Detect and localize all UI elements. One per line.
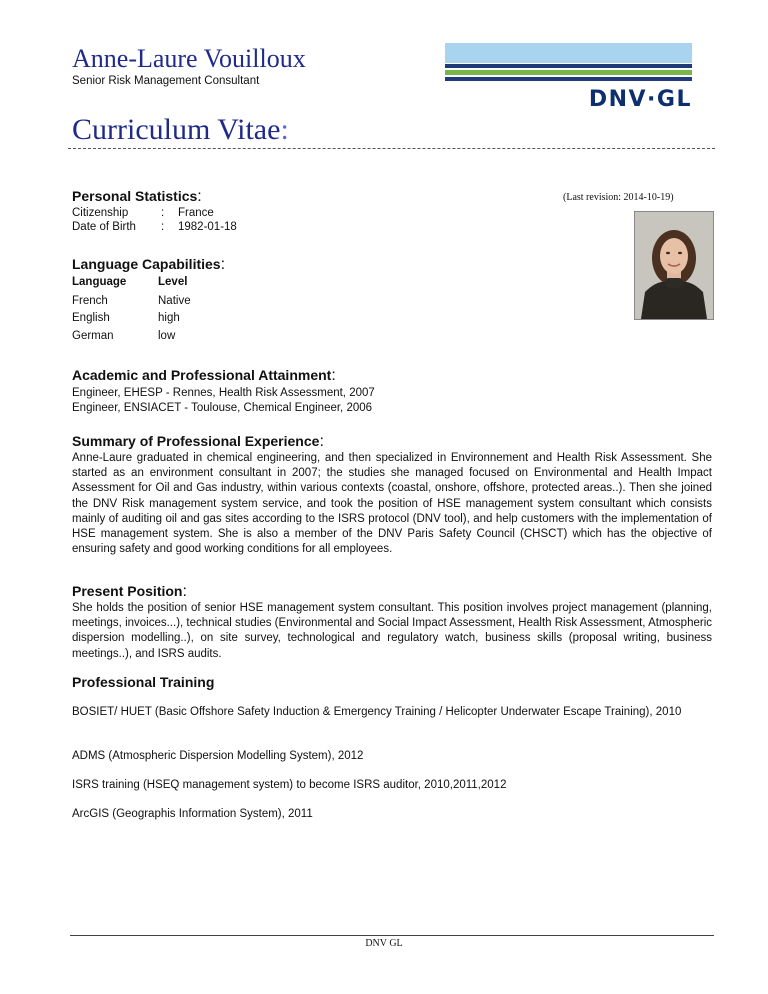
portrait-photo <box>634 211 714 320</box>
dob-label: Date of Birth <box>72 221 136 233</box>
personal-statistics-heading: Personal Statistics: <box>72 188 202 205</box>
training-item: ISRS training (HSEQ management system) to become ISRS auditor, 2010,2011,2012 <box>72 779 507 791</box>
portrait-illustration <box>635 212 713 319</box>
logo-band-navy-bottom <box>445 77 692 81</box>
summary-heading: Summary of Professional Experience: <box>72 433 324 450</box>
present-position-paragraph: She holds the position of senior HSE management system consultant. This position involves project management (planning, meetings, invoices...), technical studies (Environmental and Social Impact Assessment, Health Risk Assessment, Atmospheric dispersion modelling..), on site survey, technological and regulatory watch, business skills (proposal writing, business meetings..), and ISRS audits. <box>72 602 712 660</box>
level-column-header: Level <box>158 276 188 288</box>
language-name: English <box>72 312 110 324</box>
language-capabilities-heading-text: Language Capabilities <box>72 256 221 272</box>
academic-line: Engineer, ENSIACET - Toulouse, Chemical Engineer, 2006 <box>72 402 373 414</box>
academic-line: Engineer, EHESP - Rennes, Health Risk Assessment, 2007 <box>72 387 375 399</box>
logo-band-light-blue <box>445 43 692 63</box>
document-title <box>72 113 289 147</box>
personal-statistics-heading-text: Personal Statistics <box>72 188 198 204</box>
language-level: high <box>158 312 180 324</box>
present-position-heading: Present Position: <box>72 583 187 600</box>
dob-colon: : <box>161 221 165 233</box>
summary-paragraph: Anne-Laure graduated in chemical engineering, and then specialized in Environnement and Health Risk Assessment. She started as an environment consultant in 2007; the studies she managed focused on Environmental and Health Impact Assessment for Oil and Gas industry, within various contexts (coastal, onshore, offshore, protected areas..). Then she joined the DNV Risk management system service, and took the position of HSE management system consultant which consists mainly of auditing oil and gas sites according to the ISRS protocol (DNV tool), and help customers with the implementation of HSE management system. She is also a member of the DNV Paris Safety Council (CHSCT) which has the objective of ensuring safety and good working conditions for all employees. <box>72 452 712 556</box>
dob-value: 1982-01-18 <box>178 221 237 233</box>
summary-heading-text: Summary of Professional Experience <box>72 433 320 449</box>
citizenship-label: Citizenship <box>72 207 129 219</box>
logo-wordmark: DNV·GL <box>588 87 692 112</box>
language-level: low <box>158 330 176 342</box>
language-level: Native <box>158 295 191 307</box>
footer-text: DNV GL <box>365 938 403 949</box>
last-revision: (Last revision: 2014-10-19) <box>563 192 674 203</box>
citizenship-value: France <box>178 207 214 219</box>
professional-training-heading: Professional Training <box>72 674 215 690</box>
academic-heading: Academic and Professional Attainment: <box>72 367 336 384</box>
candidate-role: Senior Risk Management Consultant <box>72 75 260 87</box>
logo-band-green <box>445 70 692 75</box>
citizenship-colon: : <box>161 207 165 219</box>
logo-band-navy-top <box>445 64 692 68</box>
document-title-text: Curriculum Vitae <box>72 113 281 146</box>
document-title-colon: : <box>280 113 289 146</box>
training-item: ArcGIS (Geographis Information System), 2011 <box>72 808 313 820</box>
language-name: German <box>72 330 114 342</box>
present-position-heading-text: Present Position <box>72 583 183 599</box>
language-name: French <box>72 295 108 307</box>
dnv-gl-logo <box>445 43 692 111</box>
academic-heading-text: Academic and Professional Attainment <box>72 367 332 383</box>
training-item: BOSIET/ HUET (Basic Offshore Safety Induction & Emergency Training / Helicopter Underwater Escape Training), 2010 <box>72 706 682 718</box>
title-divider <box>68 148 715 149</box>
training-item: ADMS (Atmospheric Dispersion Modelling System), 2012 <box>72 750 364 762</box>
language-column-header: Language <box>72 276 127 288</box>
footer-divider <box>70 935 714 936</box>
language-capabilities-heading: Language Capabilities: <box>72 256 226 273</box>
candidate-name: Anne-Laure Vouilloux <box>72 44 306 73</box>
